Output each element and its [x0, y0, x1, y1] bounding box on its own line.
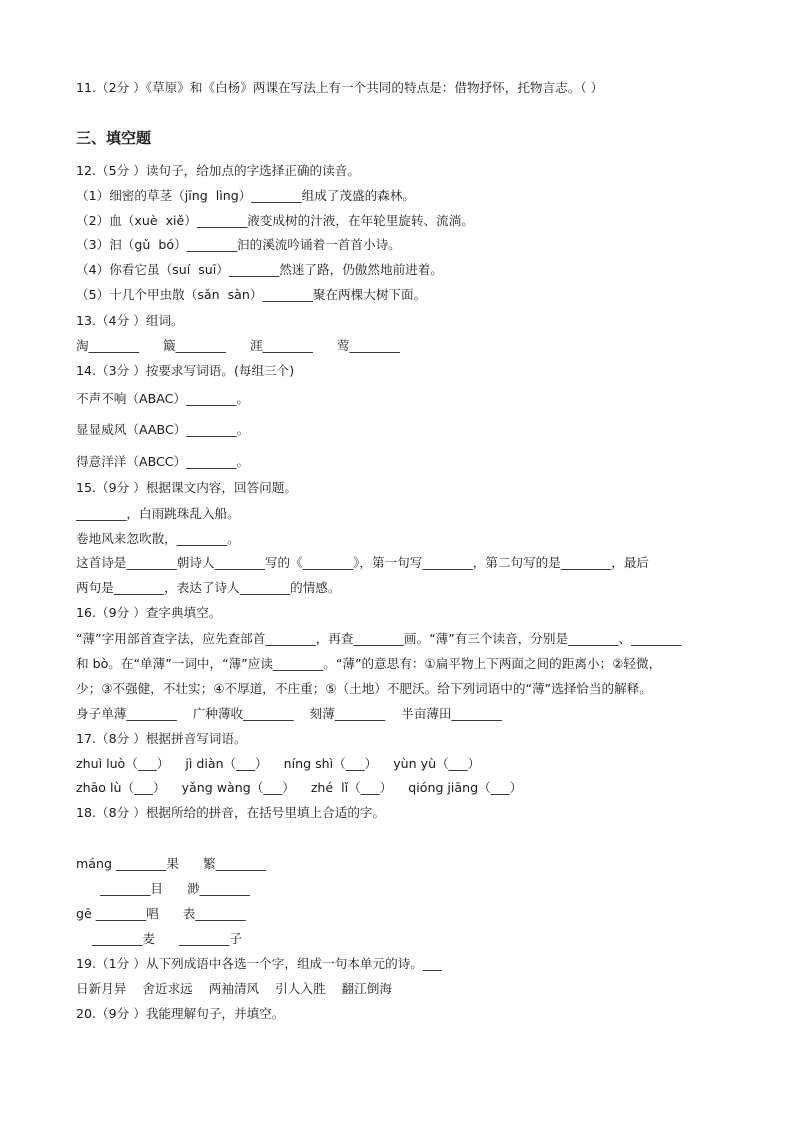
- line-q12-3: （3）汩（gǔ bó）________汩的溪流吟诵着一首首小诗。: [76, 237, 401, 252]
- line-q18-3: gē ________唱 表________: [76, 906, 246, 921]
- line-q19-idioms: 日新月异 舍近求远 两袖清风 引人入胜 翻江倒海: [76, 981, 392, 996]
- line-q16: 16.（9分 ）查字典填空。: [76, 605, 222, 620]
- line-q11: 11.（2分 ）《草原》和《白杨》两课在写法上有一个共同的特点是：借物抒怀，托物言志。（ ）: [76, 80, 604, 95]
- line-q16-1: “薄”字用部首查字法，应先查部首________，再查________画。“薄”有三个读音，分别是________、________: [76, 631, 682, 646]
- line-q17: 17.（8分 ）根据拼音写词语。: [76, 731, 247, 746]
- line-q18-4: ________麦 ________子: [76, 931, 242, 946]
- line-q12-1: （1）细密的草茎（jīng lìng）________组成了茂盛的森林。: [76, 188, 416, 203]
- line-q15-4: 两句是________，表达了诗人________的情感。: [76, 580, 341, 595]
- line-q16-4: 身子单薄________ 广种薄收________ 刻薄________ 半亩薄田________: [76, 706, 502, 721]
- line-q18-1: máng ________果 繁________: [76, 856, 266, 871]
- line-q18-2: ________目 渺________: [76, 881, 250, 896]
- line-q12-5: （5）十几个甲虫散（sǎn sàn）________聚在两棵大树下面。: [76, 287, 427, 302]
- line-q15-1: ________，白雨跳珠乱入船。: [76, 506, 240, 521]
- line-q15: 15.（9分 ）根据课文内容，回答问题。: [76, 480, 297, 495]
- line-q17-2: zhāo lù（___） yǎng wàng（___） zhé lǐ（___） qióng jiāng（___）: [76, 780, 523, 795]
- line-q15-3: 这首诗是________朝诗人________写的《________》，第一句写________，第二句写的是________，最后: [76, 555, 650, 570]
- line-q16-3: 少；③不强健，不壮实；④不厚道，不庄重；⑤（土地）不肥沃。给下列词语中的“薄”选择恰当的解释。: [76, 681, 652, 696]
- line-q20: 20.（9分 ）我能理解句子，并填空。: [76, 1006, 285, 1021]
- line-q14-2: 显显威风（AABC）________。: [76, 422, 250, 437]
- line-q19: 19.（1分 ）从下列成语中各选一个字，组成一句本单元的诗。___: [76, 956, 442, 971]
- line-q16-2: 和 bò。在“单薄”一词中，“薄”应读________。“薄”的意思有：①扁平物上下两面之间的距离小；②轻微，: [76, 656, 662, 671]
- line-q13: 13.（4分 ）组词。: [76, 313, 184, 328]
- line-q14-3: 得意洋洋（ABCC）________。: [76, 454, 250, 469]
- line-q18: 18.（8分 ）根据所给的拼音，在括号里填上合适的字。: [76, 805, 386, 820]
- line-q15-2: 卷地风来忽吹散，________。: [76, 531, 240, 546]
- line-q14: 14.（3分 ）按要求写词语。(每组三个): [76, 363, 295, 378]
- line-q17-1: zhuì luò（___） jì diàn（___） níng shì（___） yùn yù（___）: [76, 756, 481, 771]
- line-q12: 12.（5分 ）读句子，给加点的字选择正确的读音。: [76, 163, 360, 178]
- line-q12-4: （4）你看它虽（suí suī）________然迷了路，仍傲然地前进着。: [76, 262, 443, 277]
- line-q14-1: 不声不响（ABAC）________。: [76, 391, 249, 406]
- section-title: 三、填空题: [76, 129, 152, 147]
- line-q12-2: （2）血（xuè xiě）________液变成树的汁液，在年轮里旋转、流淌。: [76, 213, 474, 228]
- line-q13-words: 淘________ 簸________ 涯________ 莺________: [76, 338, 400, 353]
